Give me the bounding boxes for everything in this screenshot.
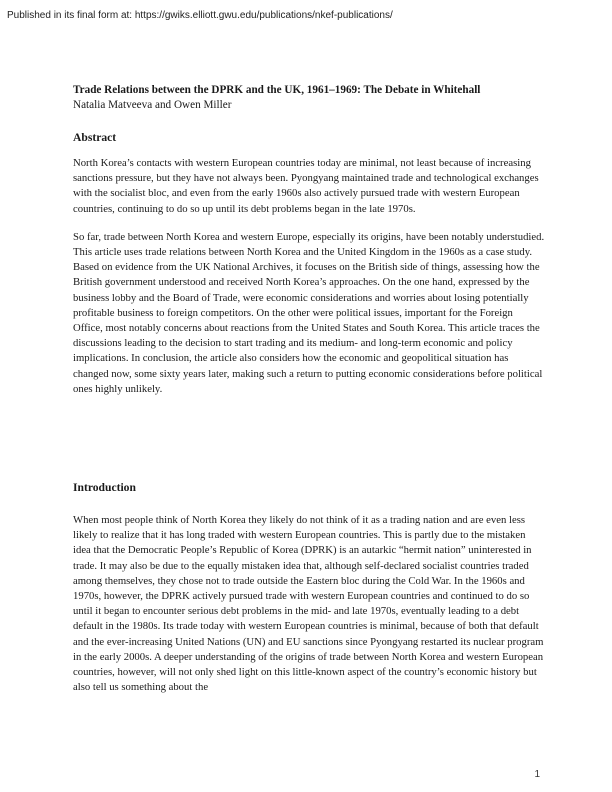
introduction-heading: Introduction xyxy=(73,481,136,494)
paper-authors: Natalia Matveeva and Owen Miller xyxy=(73,99,232,111)
paper-page xyxy=(73,82,545,694)
introduction-body xyxy=(73,513,545,708)
abstract-paragraph-2: So far, trade between North Korea and western Europe, especially its origins, have been notably understudied. This article uses trade relations between North Korea and the United Kingdom in the 1960s as a case study. Based on evidence from the UK National Archives, it focuses on the British side of things, assessing how the British government understood and received North Korea’s approaches. On the one hand, expressed by the business lobby and the Board of Trade, were economic considerations and worries about losing potentially profitable business to foreign competitors. On the other were political issues, important for the Foreign Office, most notably concerns about reactions from the United States and South Korea. This article traces the discussions leading to the decision to start trading and its medium- and long-term economic and policy implications. In conclusion, the article also considers how the economic and geopolitical situation has changed now, some sixty years later, making such a return to putting economic considerations before political ones highly unlikely. xyxy=(73,230,545,395)
introduction-paragraph-1: When most people think of North Korea they likely do not think of it as a trading nation and are even less likely to realize that it has long traded with western European countries. This is partly due to the mistaken idea that the Democratic People’s Republic of Korea (DPRK) is an autarkic “hermit nation” uninterested in trade. It may also be due to the equally mistaken idea that, although self-declared socialist countries traded among themselves, they chose not to trade outside the Eastern bloc during the Cold War. In the 1960s and 1970s, however, the DPRK actively pursued trade with western European countries and continued to do so until it began to encounter serious debt problems in the mid- and late 1970s, eventually leading to a debt default in the 1980s. Its trade today with western European countries is minimal, because of both that default and the ever-increasing United Nations (UN) and EU sanctions since Pyongyang restarted its nuclear program in the early 2000s. A deeper understanding of the origins of trade between North Korea and western European countries, however, will not only shed light on this little-known aspect of the country’s economic history but also tell us something about the xyxy=(73,514,544,694)
publication-notice: Published in its final form at: https://gwiks.elliott.gwu.edu/publications/nkef-publications/ xyxy=(7,10,393,21)
abstract-paragraph-1: North Korea’s contacts with western European countries today are minimal, not least because of increasing sanctions pressure, but they have not always been. Pyongyang maintained trade and technological exchanges with the socialist bloc, and even from the early 1960s also actively pursued trade with western European countries, continuing to do so up until its debt problems began in the late 1970s. xyxy=(73,157,539,215)
abstract-heading: Abstract xyxy=(73,131,117,144)
paper-title: Trade Relations between the DPRK and the UK, 1961–1969: The Debate in Whitehall xyxy=(73,84,481,96)
abstract-body xyxy=(73,156,545,410)
page-number: 1 xyxy=(534,769,540,780)
